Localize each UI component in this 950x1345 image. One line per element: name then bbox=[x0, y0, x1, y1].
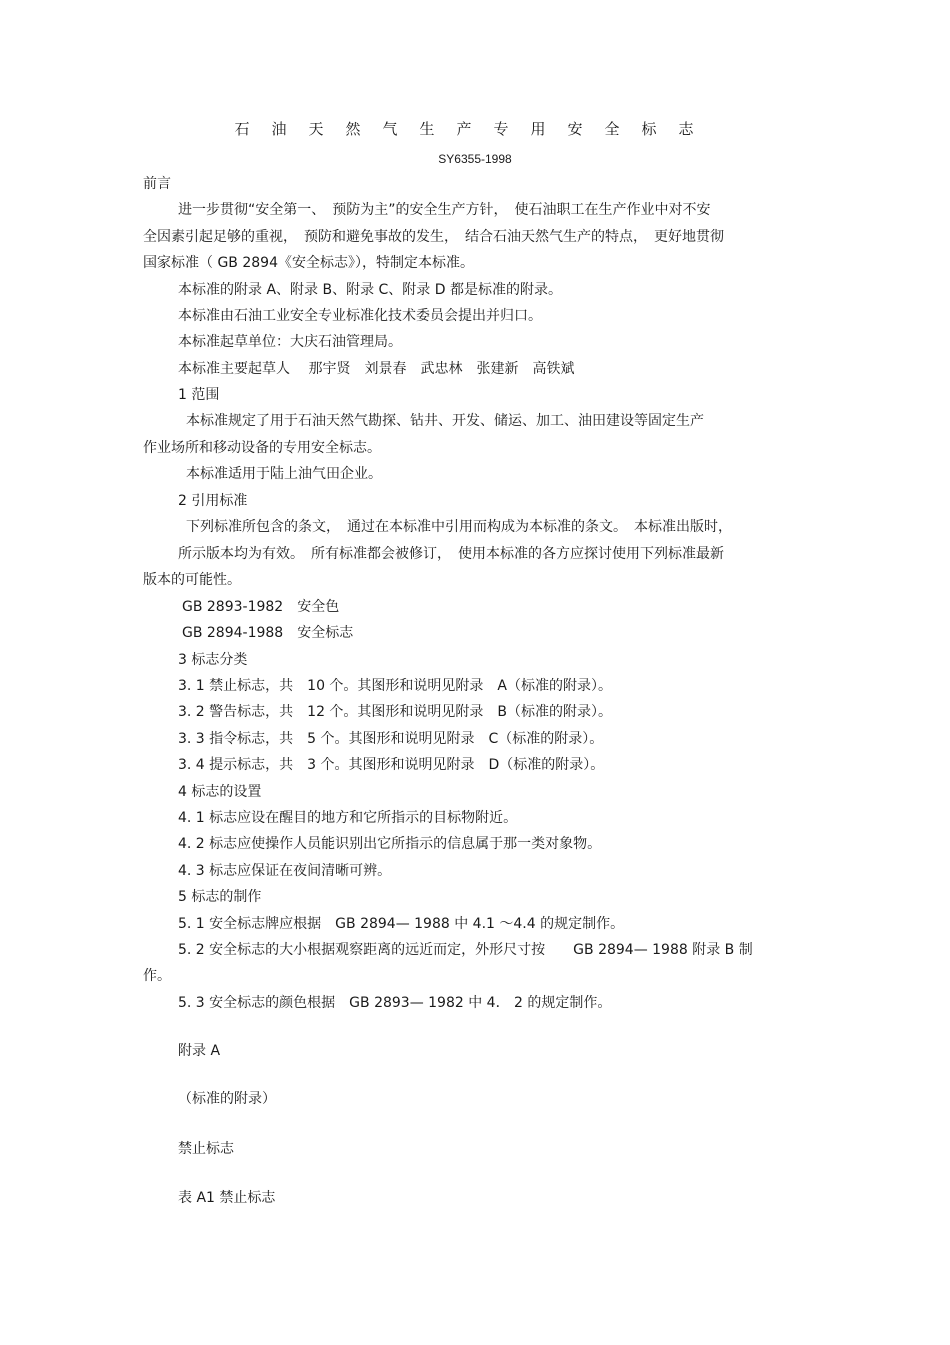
reference-item: GB 2893-1982 安全色 bbox=[182, 599, 340, 615]
clause-line: 3. 1 禁止标志，共 10 个。其图形和说明见附录 A（标准的附录）。 bbox=[178, 678, 613, 694]
clause-line: 5. 2 安全标志的大小根据观察距离的远近而定，外形尺寸按 GB 2894— 1988 附录 B 制 bbox=[178, 942, 753, 958]
appendix-title: 禁止标志 bbox=[178, 1141, 234, 1157]
table-caption: 表 A1 禁止标志 bbox=[178, 1190, 276, 1206]
section-heading: 2 引用标准 bbox=[178, 493, 248, 509]
appendix-note: （标准的附录） bbox=[178, 1091, 276, 1107]
clause-line: 5. 3 安全标志的颜色根据 GB 2893— 1982 中 4． 2 的规定制作。 bbox=[178, 995, 612, 1011]
paragraph-line: 下列标准所包含的条文， 通过在本标准中引用而构成为本标准的条文。 本标准出版时， bbox=[186, 519, 732, 535]
clause-line: 3. 2 警告标志，共 12 个。其图形和说明见附录 B（标准的附录）。 bbox=[178, 704, 613, 720]
paragraph-line: 本标准的附录 A、附录 B、附录 C、附录 D 都是标准的附录。 bbox=[178, 282, 562, 298]
reference-item: GB 2894-1988 安全标志 bbox=[182, 625, 354, 641]
section-heading: 3 标志分类 bbox=[178, 652, 248, 668]
clause-line: 4. 3 标志应保证在夜间清晰可辨。 bbox=[178, 863, 392, 879]
section-heading: 1 范围 bbox=[178, 387, 220, 403]
paragraph-line: 本标准由石油工业安全专业标准化技术委员会提出并归口。 bbox=[178, 308, 542, 324]
paragraph-line: 本标准规定了用于石油天然气勘探、钻井、开发、储运、加工、油田建设等固定生产 bbox=[186, 413, 704, 429]
paragraph-line: 版本的可能性。 bbox=[143, 572, 241, 588]
appendix-heading: 附录 A bbox=[178, 1043, 221, 1059]
section-heading: 4 标志的设置 bbox=[178, 784, 262, 800]
paragraph-line: 国家标准（ GB 2894《安全标志》），特制定本标准。 bbox=[143, 255, 474, 271]
paragraph-line: 进一步贯彻“安全第一、 预防为主”的安全生产方针， 使石油职工在生产作业中对不安 bbox=[178, 202, 711, 218]
paragraph-line: 所示版本均为有效。 所有标准都会被修订， 使用本标准的各方应探讨使用下列标准最新 bbox=[178, 546, 724, 562]
paragraph-line: 本标准起草单位：大庆石油管理局。 bbox=[178, 334, 402, 350]
paragraph-line: 作业场所和移动设备的专用安全标志。 bbox=[143, 440, 381, 456]
clause-line: 4. 2 标志应使操作人员能识别出它所指示的信息属于那一类对象物。 bbox=[178, 836, 602, 852]
clause-line: 作。 bbox=[143, 968, 171, 984]
paragraph-line: 全因素引起足够的重视， 预防和避免事故的发生， 结合石油天然气生产的特点， 更好地贯彻 bbox=[143, 229, 724, 245]
clause-line: 4. 1 标志应设在醒目的地方和它所指示的目标物附近。 bbox=[178, 810, 518, 826]
document-title: 石油天然气生产专用安全标志 bbox=[234, 120, 716, 138]
clause-line: 3. 4 提示标志，共 3 个。其图形和说明见附录 D（标准的附录）。 bbox=[178, 757, 605, 773]
clause-line: 5. 1 安全标志牌应根据 GB 2894— 1988 中 4.1 ～4.4 的规定制作。 bbox=[178, 916, 625, 932]
section-heading: 5 标志的制作 bbox=[178, 889, 262, 905]
paragraph-line: 本标准适用于陆上油气田企业。 bbox=[186, 466, 382, 482]
clause-line: 3. 3 指令标志，共 5 个。其图形和说明见附录 C（标准的附录）。 bbox=[178, 731, 604, 747]
section-heading: 前言 bbox=[143, 176, 171, 192]
standard-code: SY6355-1998 bbox=[438, 152, 512, 166]
paragraph-line: 本标准主要起草人 那宇贤 刘景春 武忠林 张建新 高铁斌 bbox=[178, 361, 575, 377]
